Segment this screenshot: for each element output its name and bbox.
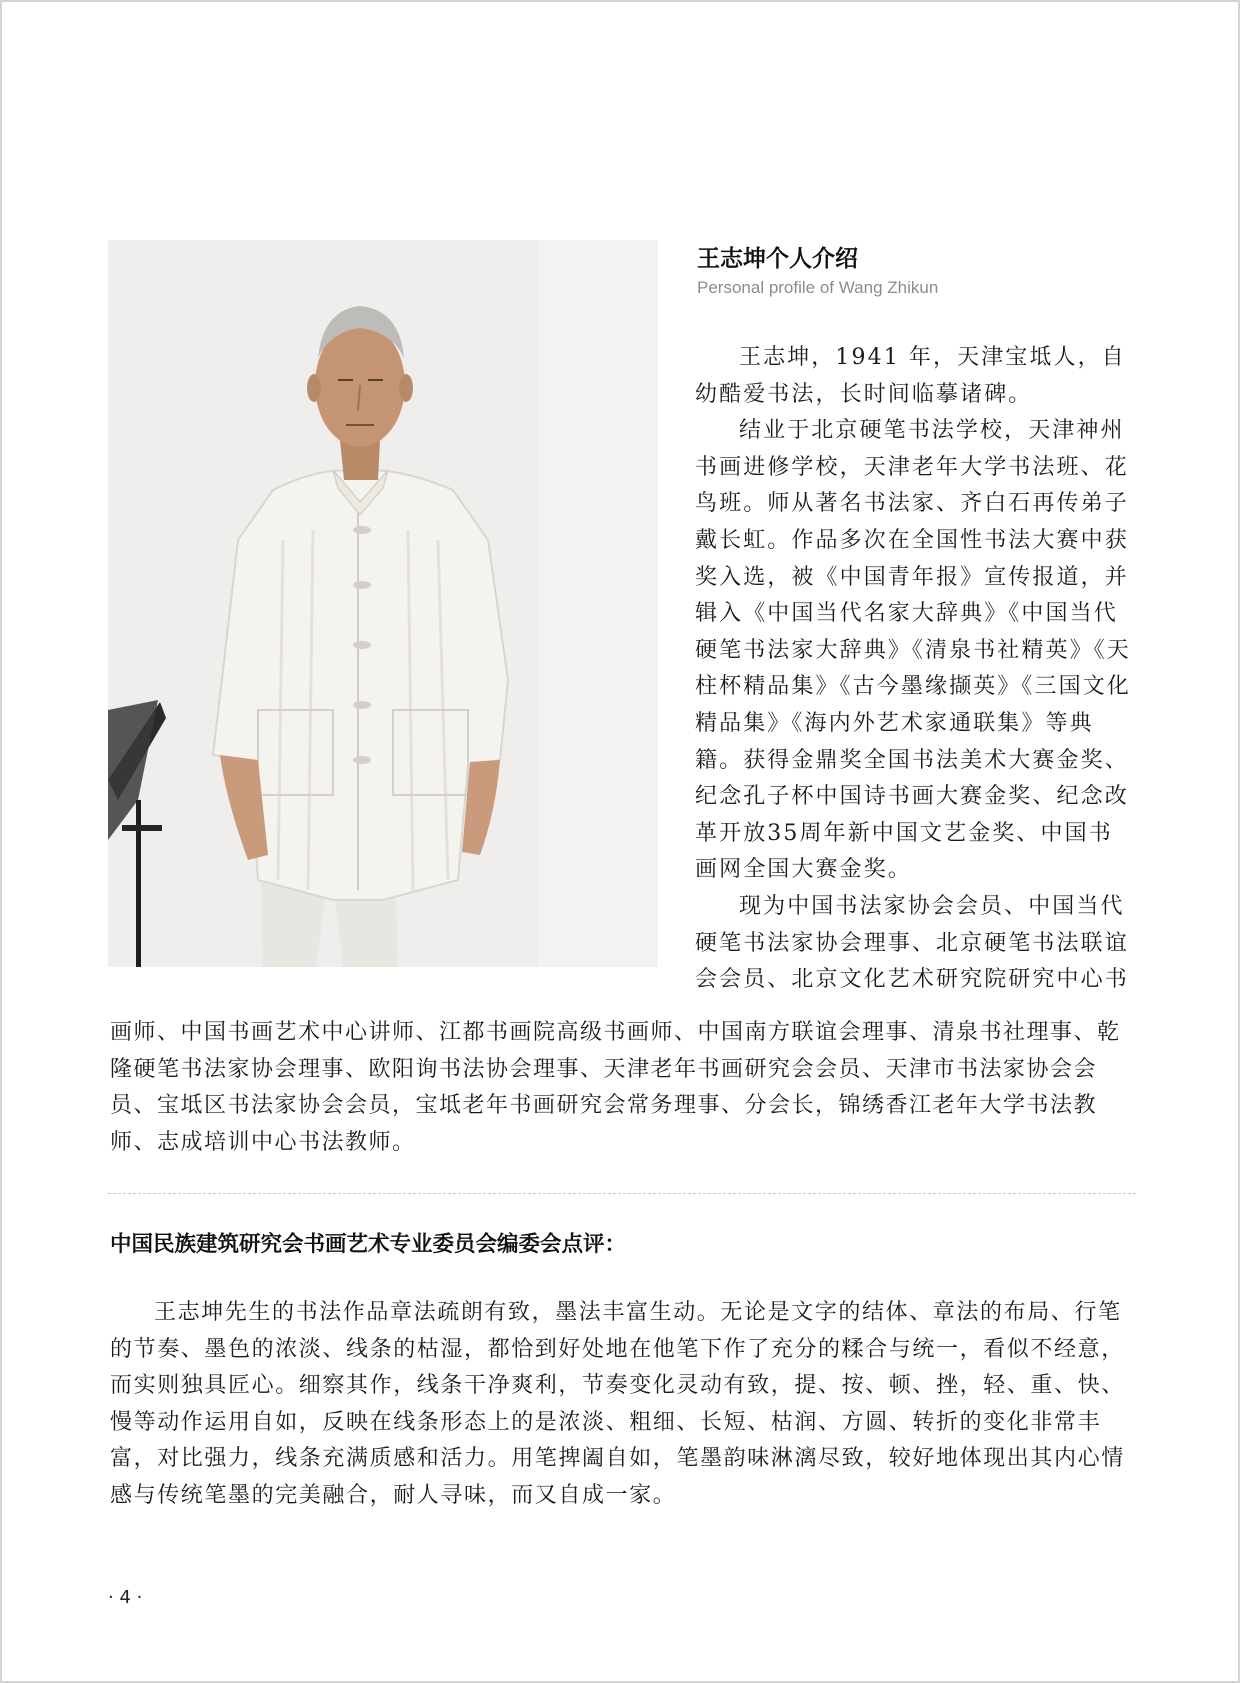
biography-column: [695, 340, 1135, 999]
bio-paragraph-2: 结业于北京硬笔书法学校，天津神州书画进修学校，天津老年大学书法班、花鸟班。师从著名书法家、齐白石再传弟子戴长虹。作品多次在全国性书法大赛中获奖入选，被《中国青年报》宣传报道，并辑入《中国当代名家大辞典》《中国当代硬笔书法家大辞典》《清泉书社精英》《天柱杯精品集》《古今墨缘撷英》《三国文化精品集》《海内外艺术家通联集》等典籍。获得金鼎奖全国书法美术大赛金奖、纪念孔子杯中国诗书画大赛金奖、纪念改革开放35周年新中国文艺金奖、中国书画网全国大赛金奖。: [695, 418, 1131, 883]
portrait-illustration: [108, 240, 658, 967]
portrait-photo: [108, 240, 658, 967]
bio-paragraph-3-start: 现为中国书法家协会会员、中国当代硬笔书法家协会理事、北京硬笔书法联谊会会员、北京文化艺术研究院研究中心书: [695, 893, 1129, 993]
profile-subtitle: Personal profile of Wang Zhikun: [697, 278, 939, 297]
profile-title: 王志坤个人介绍: [697, 246, 858, 272]
bio-paragraph-3-continued: 画师、中国书画艺术中心讲师、江都书画院高级书画师、中国南方联谊会理事、清泉书社理事、乾隆硬笔书法家协会理事、欧阳询书法协会理事、天津老年书画研究会会员、天津市书法家协会会员、宝坻区书法家协会会员，宝坻老年书画研究会常务理事、分会长，锦绣香江老年大学书法教师、志成培训中心书法教师。: [110, 1020, 1121, 1155]
review-heading: 中国民族建筑研究会书画艺术专业委员会编委会点评：: [110, 1232, 627, 1257]
bio-paragraph-1: 王志坤，1941 年，天津宝坻人，自幼酷爱书法，长时间临摹诸碑。: [695, 345, 1126, 407]
review-body: 王志坤先生的书法作品章法疏朗有致，墨法丰富生动。无论是文字的结体、章法的布局、行笔的节奏、墨色的浓淡、线条的枯湿，都恰到好处地在他笔下作了充分的糅合与统一，看似不经意，而实则独具匠心。细察其作，线条干净爽利，节奏变化灵动有致，提、按、顿、挫，轻、重、快、慢等动作运用自如，反映在线条形态上的是浓淡、粗细、长短、枯润、方圆、转折的变化非常丰富，对比强力，线条充满质感和活力。用笔捭阖自如，笔墨韵味淋漓尽致，较好地体现出其内心情感与传统笔墨的完美融合，耐人寻味，而又自成一家。: [110, 1300, 1125, 1508]
section-divider: [108, 1193, 1136, 1194]
page-number: · 4 ·: [108, 1587, 143, 1608]
